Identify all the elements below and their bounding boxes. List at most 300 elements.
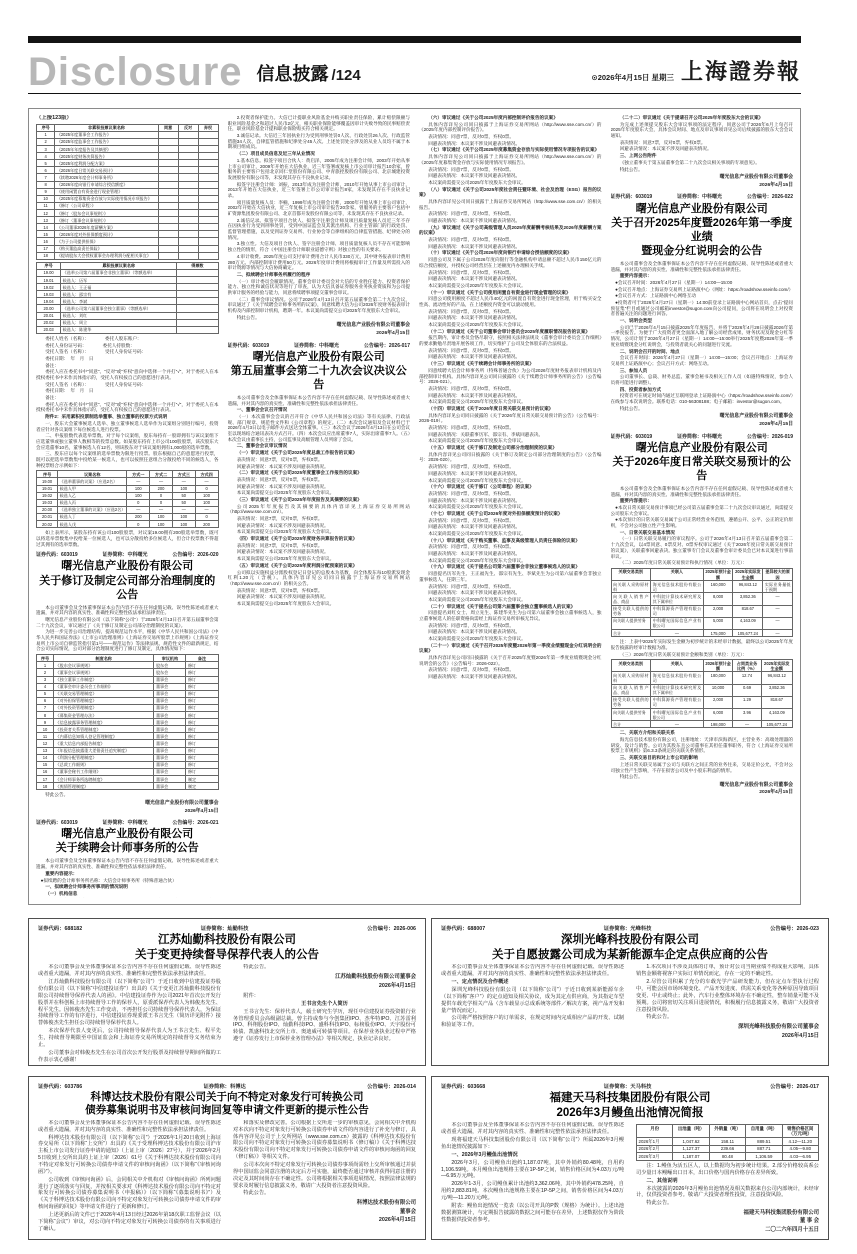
agm-note: 本议案尚需提交公司2025年年度股东大会审议。 <box>428 399 526 405</box>
vote-result: 表决情况：同意7票，反对0票，弃权0票。 <box>236 476 323 482</box>
table-row <box>37 277 219 284</box>
table-cell: 股东会 <box>154 662 186 669</box>
table-cell: 《年报信息披露重大差错责任追究制度》 <box>54 747 154 754</box>
table-header-row <box>637 1125 819 1138</box>
announcement-no: 公告编号：2026-020 <box>172 552 219 559</box>
table-cell <box>198 174 218 181</box>
table-cell: 96,843.12 <box>733 581 763 593</box>
body-paragraph: 4.审计收费。2025年度公司支付审计费用合计人民币330万元，其中财务报表审计费用280万元、内部控制审计费用50万元。2026年度审计费用将根据审计工作量及所需投入的审计资源等情况与大信协商确定。 <box>227 253 410 271</box>
table-cell: 200 <box>127 513 150 520</box>
table-cell: 中科曙光国际信息产业有限公司 <box>652 709 702 720</box>
body-paragraph: 现将福建天马科技集团股份有限公司（以下简称“公司”）所属2026年3月鳗鱼出池情况披露如下： <box>441 1137 624 1151</box>
table-row <box>37 252 219 259</box>
table-cell: 向关联人销售产品、商品 <box>613 685 649 696</box>
table-cell: 13 <box>37 217 55 224</box>
vote-result: 表决情况：同意7票，反对0票，弃权0票。 <box>428 347 514 353</box>
table-header-row <box>611 660 793 672</box>
body-paragraph: 委托日期： 年 月 日 <box>45 355 94 361</box>
table-cell: 19.03 <box>37 499 58 506</box>
body-paragraph: 会议召开时间：2026年4月27日（星期一）14:00—15:00；会议召开地点：上海证券交易所上证路演中心；会议召开方式：网络互动。 <box>610 355 793 366</box>
security-meta <box>611 434 794 440</box>
table-row <box>37 776 219 783</box>
section-heading: 重要内容提示： <box>619 273 652 279</box>
table-cell: 200 <box>150 485 173 492</box>
box-left-column <box>38 1120 221 1234</box>
resolution-title: （二）审议通过《关于公司2025年度董事会工作报告的议案》 <box>236 470 362 476</box>
vote-result: 表决情况：同意7票，反对0票，弃权0票。 <box>428 308 514 314</box>
agm-note: 本议案尚需提交公司2025年年度股东大会审议。 <box>428 504 526 510</box>
table-cell: 董事会 <box>154 754 186 761</box>
table-cell: 180,000 <box>703 672 733 684</box>
vote-result: 表决情况：同意7票，反对0票，弃权0票。 <box>236 516 323 522</box>
table-cell: 《舆情管理制度》 <box>54 783 154 790</box>
table-cell <box>178 202 198 209</box>
agm-note: 本议案尚需提交公司2025年年度股东大会审议。 <box>236 529 335 535</box>
section-heading: （一）机构信息 <box>45 890 78 896</box>
table-header-cell: 差异较大的原因 <box>763 568 793 580</box>
table-cell: 20.00 <box>37 305 61 312</box>
table-row <box>37 521 219 528</box>
resolution-title: （二十）审议通过《关于提名公司第六届董事会独立董事候选人的议案》 <box>428 603 576 609</box>
table-row <box>37 146 219 153</box>
table-cell: 《2026年度对外担保额度预计》 <box>55 231 158 238</box>
bullet-item: ●会议召开时间：2026年4月27日（星期一）14:00—15:00 <box>615 279 733 285</box>
table-header-cell: 审议机构 <box>154 655 186 662</box>
table-cell: 1,106.59 <box>746 1153 782 1161</box>
table-cell: 《关联交易管理制度》 <box>54 690 154 697</box>
table-cell: 候选人：陈建华 <box>61 326 177 333</box>
table-cell: 2,000 <box>703 696 733 708</box>
table-cell: 20.02 <box>37 319 61 326</box>
sign-off: 曙光信息产业股份有限公司董事会 2026年4月15日 <box>336 323 410 336</box>
announcement-no: 公告编号：2026-019 <box>746 433 793 440</box>
table-row <box>37 174 219 181</box>
sign-off: 江苏灿勤科技股份有限公司董事会 2026年4月15日 <box>335 974 416 989</box>
table-row <box>37 704 219 711</box>
table-cell: 《会计师事务所选聘制度》 <box>54 776 154 783</box>
table-cell: 董事会 <box>154 704 186 711</box>
table-cell: 10 <box>37 195 55 202</box>
table-cell: 《董事会秘书工作细则》 <box>54 768 154 775</box>
table-row <box>611 617 793 629</box>
table-cell <box>177 284 218 291</box>
table-row <box>37 160 219 167</box>
bullet-item: ●本次预计的日常关联交易属于公司正常经营业务范围，遵循公开、公平、公正的定价原则，不会对公司独立性产生影响。 <box>610 517 793 529</box>
body-paragraph: 备注： <box>45 395 59 401</box>
table-cell: 18 <box>37 252 55 259</box>
body-paragraph: 和落实及修改完善。公司根据上交所进一步的审核意见，会同相关中介机构对本次向不特定对象发行可转换公司债券申请文件的内容进行了补充与修订，具体内容详见公司于上交所网站（www.sse.com.cn）披露的《科博达技术股份有限公司向不特定对象发行可转换公司债券募集说明书（修订稿）》《关于科博达技术股份有限公司向不特定对象发行可转换公司债券申请文件的审核问询函的回复（修订稿）》等相关文件。 <box>233 1119 416 1161</box>
vote-avoid: 回避表决情况：本议案不涉及回避表决情况。 <box>428 218 521 223</box>
table-cell: 修订 <box>186 733 218 740</box>
table-cell <box>178 153 198 160</box>
body-paragraph: 特此公告。 <box>45 792 69 798</box>
table-cell: 100 <box>195 492 218 499</box>
table-cell: 3 <box>37 676 54 683</box>
table-row <box>37 238 219 245</box>
table-cell <box>177 319 218 326</box>
table-cell: 《股东会议事规则》 <box>54 662 154 669</box>
table-header-row <box>37 262 219 269</box>
table-cell: 2 <box>37 138 55 145</box>
body-paragraph: 本公司董事会及全体董事保证本公告内容不存在任何虚假记载、误导性陈述或者重大遗漏，并对其内容的真实性、准确性和完整性依法承担法律责任。 <box>36 604 219 616</box>
table-cell: 889.51 <box>746 1138 782 1146</box>
section-heading: 三、关联交易目的和对上市公司的影响 <box>619 755 698 761</box>
table-cell: 4.03—6.95 <box>782 1153 818 1161</box>
table-cell: 3,852.36 <box>733 593 763 605</box>
table-header-cell: 制度名称 <box>54 655 154 662</box>
table-cell <box>198 131 218 138</box>
body-paragraph: 王书言先生：保荐代表人，硕士研究生学历，现任中信建投证券投资银行业务管理委员会高级副总裁。曾主持或参与今创集团IPO、杰华特IPO、江苏雷利IPO、科翔股份IPO、灿勤科技IPO、盛科科技IPO、标榜股份IPO、天宇股份可转债、凯盛科技北交所上市、奥迪威可转债等项目。在保荐业务执业过程中严格遵守《证券发行上市保荐业务管理办法》等相关规定，执业记录良好。 <box>233 1008 416 1043</box>
table-cell: 接受关联人提供的劳务 <box>613 606 649 617</box>
table-cell <box>198 217 218 224</box>
masthead-rule <box>28 93 801 94</box>
data-table <box>611 568 794 637</box>
table-cell: 4 <box>37 683 54 690</box>
table-row <box>37 195 219 202</box>
table-cell: 50 <box>172 499 195 506</box>
section-heading: 三、上网公告附件 <box>619 153 657 159</box>
table-header-cell: 出池量（吨） <box>673 1125 709 1138</box>
table-cell: — <box>150 506 173 513</box>
body-paragraph: 本公司董事会及全体董事保证本公告内容不存在任何虚假记载、误导性陈述或者重大遗漏，并对其内容的真实性、准确性和完整性依法承担法律责任。 <box>38 1119 221 1133</box>
table-cell <box>158 138 178 145</box>
table-cell: 1,187.07 <box>673 1153 709 1161</box>
table-cell: 董事会 <box>154 783 186 790</box>
table-cell: 100 <box>127 492 150 499</box>
sign-off: 曙光信息产业股份有限公司董事会 2026年4月15日 <box>719 414 793 427</box>
security-abbr: 证券简称：科博达 <box>203 1084 246 1090</box>
body-paragraph: 《独立董事关于第五届董事会第二十九次会议相关事项的专项意见》。 <box>619 159 760 165</box>
table-cell: 修订 <box>186 754 218 761</box>
body-paragraph: 本公司董事会及全体董事保证本公告内容不存在任何虚假记载、误导性陈述或者重大遗漏，并对其内容的真实性、准确性和完整性依法承担法律责任。 <box>227 394 410 406</box>
table-cell: 818.67 <box>761 696 792 708</box>
table-cell: 候选人：邵宗有 <box>61 291 177 298</box>
data-table <box>36 124 219 260</box>
table-cell: 《2025年度董事会工作报告》 <box>55 131 158 138</box>
section-title: 信息披露 <box>256 64 329 84</box>
table-header-cell: 关联交易类别 <box>611 660 651 672</box>
table-cell: 175,000 <box>703 630 733 637</box>
announcement-no: 公告编号：2026-017 <box>363 342 410 349</box>
body-paragraph: 为完成上述须提交股东大会审议事项的法定程序，同意公司于2026年6月上旬召开2025年年度股东大会，具体会议时间、地点及审议事项详见公司后续披露的股东大会会议通知。 <box>610 121 793 139</box>
table-row <box>37 188 219 195</box>
body-paragraph: 二、申报股数代表选举票数。对于每个议案组，股东每持有一股即拥有与该议案组下应选董事或独立董事人数相等的投票总数。如某股东持有上市公司100股股票，该次股东大会应选董事10名，董事候选人有12名，则该股东对于该议案组拥有1,000股的选举票数。 <box>36 433 219 450</box>
table-cell: 12.74 <box>733 672 761 684</box>
table-cell: 《2026年度日常关联交易预计》 <box>55 167 158 174</box>
body-paragraph: （一）日常关联交易履行的审议程序。公司于2026年4月13日召开第五届董事会第二十九次会议，以4票同意、0票反对、0票弃权审议通过《关于2026年度日常关联交易预计的议案》，关联董事回避表决。独立董事专门会议及董事会审计委员会已对本议案进行事前审议。 <box>610 536 793 559</box>
body-paragraph: 委托人应在委托书中“同意”、“反对”或“弃权”意向中选择一个并打“√”，对于委托人在本授权委托书中未作具体指示的，受托人有权按自己的意愿进行表决。 <box>36 401 219 413</box>
table-cell: 19.01 <box>37 277 61 284</box>
table-header-cell: 关联交易类别 <box>611 568 651 580</box>
table-cell: 1.29 <box>733 696 761 708</box>
table-cell: 中科算源资产管理有限公司 <box>652 697 702 708</box>
security-meta <box>441 924 819 932</box>
security-meta <box>441 1082 819 1090</box>
table-cell <box>198 167 218 174</box>
table-row <box>37 269 219 276</box>
resolution-title: （十七）审议通过《关于公司2026年度对外担保额度预计的议案》 <box>428 510 563 516</box>
table-cell: 修订 <box>186 719 218 726</box>
body-paragraph: 本次保荐代表人变更后，公司持续督导保荐代表人为王书言先生、程平先生，持续督导期限至中国证监会和上海证券交易所规定的持续督导义务结束为止。 <box>38 1028 221 1048</box>
body-paragraph: （一）本次董事会会议的召开符合《中华人民共和国公司法》等有关法律、行政法规、部门规章、规范性文件和《公司章程》的规定。（二）本次会议通知及会议材料已于2026年4月3日以电子邮件方式送达全体董事。（三）本次会议于2026年4月13日在公司会议室以现场结合通讯表决方式召开。（四）本次会议应出席董事7人，实际出席董事7人。（五）本次会议由董事长主持，公司监事及高级管理人员列席了会议。 <box>227 414 410 442</box>
vote-avoid: 回避表决情况：本议案不涉及回避表决情况。 <box>619 146 712 152</box>
section-heading: 二、拟续聘会计师事务所履行的程序 <box>236 271 311 277</box>
vote-avoid: 回避表决情况：本议案不涉及回避表决情况。 <box>428 392 521 398</box>
table-cell <box>177 291 218 298</box>
vote-avoid: 回避表决情况：本议案不涉及回避表决情况。 <box>428 276 521 282</box>
table-cell: 4.05—9.80 <box>782 1145 818 1153</box>
body-paragraph: 上述日常关联交易属于公司与关联方之间正常的业务往来，交易定价公允，不会对公司独立性产生影响，不存在损害公司及中小股东利益的情形。 <box>610 761 793 773</box>
table-cell: 候选人甲 <box>58 485 127 492</box>
attachment-heading: 王书言先生个人简历 <box>301 1000 348 1007</box>
table-row <box>37 291 219 298</box>
table-header-cell: 序号 <box>37 471 58 478</box>
table-cell: 修订 <box>186 726 218 733</box>
vote-avoid: 回避表决情况：本议案不涉及回避表决情况。 <box>428 497 521 503</box>
table-cell: 《内幕信息知情人登记管理制度》 <box>54 733 154 740</box>
vote-avoid: 回避表决情况：本议案不涉及回避表决情况。 <box>428 629 521 635</box>
table-cell <box>178 181 198 188</box>
table-cell: 董事会 <box>154 712 186 719</box>
resolution-title: （五）审议通过《关于公司2025年度利润分配预案的议案》 <box>236 562 358 568</box>
body-paragraph: 特此公告。 <box>243 964 270 971</box>
table-cell: 10,000 <box>703 684 733 696</box>
body-paragraph: 报告期内，审计委员会恪尽职守，按照相关法律法规及《董事会审计委员会工作细则》的要求勤勉尽责地开展各项工作，切实维护了公司及全体股东的合法权益。 <box>419 335 602 347</box>
table-cell: 8,000 <box>703 593 733 605</box>
resolution-title: （十五）审议通过《关于修订及制定公司部分治理制度的议案》 <box>428 445 557 451</box>
security-meta <box>36 820 219 826</box>
body-paragraph: 同意公司使用额度不超过人民币40亿元的闲置自有资金进行现金管理，用于购买安全性高、流动性好的产品，在上述额度内资金可以滚动使用。 <box>419 296 602 307</box>
sign-off: 曙光信息产业股份有限公司董事会 2026年4月15日 <box>719 175 793 188</box>
security-abbr: 证券简称：中科曙光 <box>294 342 340 349</box>
vote-avoid: 回避表决情况：本议案不涉及回避表决情况。 <box>428 243 521 249</box>
table-cell <box>178 210 198 217</box>
section-heading: 一、2026年3月鳗鱼出池情况 <box>451 1151 518 1158</box>
table-cell: 接受关联人提供的劳务 <box>613 697 649 708</box>
table-cell: 19.03 <box>37 291 61 298</box>
body-paragraph: 1.基本信息。拟签字项目合伙人：黄启泽，2005年成为注册会计师，2003年开始从事上市公司审计，2009年开始在大信执业，近三年签署或复核上市公司审计报告10余家，曾服务的主要客户包括北京同仁堂股份有限公司、中青旅控股股份有限公司、北京城建投资发展股份有限公司等，未发现其存在不良执业记录。 <box>227 157 410 180</box>
table-cell <box>178 146 198 153</box>
table-cell <box>158 174 178 181</box>
table-cell: 制定 <box>186 783 218 790</box>
resolution-title: （十一）审议通过《关于公司使用闲置自有资金进行现金管理的议案》 <box>428 289 571 295</box>
box-body <box>441 1122 819 1237</box>
table-cell: 《修订〈股东会议事规则〉》 <box>55 210 158 217</box>
table-cell <box>198 153 218 160</box>
box-right-column <box>636 964 819 1043</box>
security-code: 证券代码：603019 <box>227 342 270 349</box>
table-cell: 中科曙光国际信息产业有限公司 <box>652 618 702 629</box>
body-paragraph: 拟签字注册会计师：刘振，2013年成为注册会计师，2010年开始从事上市公司审计，2013年开始在大信执业，近三年签署上市公司审计报告8家，未发现其存在不良执业记录。 <box>227 181 410 198</box>
table-header-cell: 反对 <box>178 124 198 131</box>
announcement-no: 公告编号：2026-023 <box>770 926 819 932</box>
body-paragraph: 公司将严格按照客户的订单需求，在规定时间内完成相应产品的开发、试制和验证等工作。 <box>441 1015 624 1029</box>
table-cell: 20.01 <box>37 513 58 520</box>
table-row <box>37 478 219 485</box>
table-cell: 董事会 <box>154 683 186 690</box>
page-number: /124 <box>331 67 361 84</box>
security-code: 证券代码：688182 <box>38 926 83 932</box>
table-cell: 向关联人采购原材料 <box>613 672 649 684</box>
table-cell: 4,163.09 <box>761 709 792 721</box>
table-row <box>37 217 219 224</box>
table-header-cell: 同意 <box>158 124 178 131</box>
table-cell: 2026年2月 <box>637 1145 673 1153</box>
security-abbr: 证券简称：天马科技 <box>603 1084 652 1090</box>
announcement-headline: 深圳光峰科技股份有限公司 关于自愿披露公司成为某新能源车企定点供应商的公告 <box>492 934 768 961</box>
table-header-cell: 2025年实际发生金额 <box>733 568 763 580</box>
body-paragraph: 如上表所示，某股东持有该公司100股股票，对议案19.00拥有200股选举票数，既可以将选举票数集中投给某一位候选人，也可以分散投给多位候选人，但合计投票数不得超过其拥有的选举票数。 <box>36 530 219 547</box>
table-cell: 0 <box>150 492 173 499</box>
vote-avoid: 回避表决情况：本议案不涉及回避表决情况。 <box>428 140 521 146</box>
table-cell <box>158 238 178 245</box>
table-cell: 董事会 <box>154 676 186 683</box>
table-cell: 5 <box>37 690 54 697</box>
table-cell: 向关联人提供劳务 <box>611 709 651 721</box>
table-cell <box>178 217 198 224</box>
table-row <box>37 513 219 520</box>
table-cell: 《利润分配管理制度》 <box>54 754 154 761</box>
section-heading: 三、参加人员 <box>619 367 648 373</box>
table-cell: 候选人：周立 <box>61 319 177 326</box>
vote-result: 表决情况：同意7票，反对0票，弃权0票。 <box>236 587 323 593</box>
table-row <box>37 153 219 160</box>
sign-off: 科博达技术股份有限公司 董事会 2026年4月15日 <box>356 1200 416 1224</box>
table-header-row <box>37 124 219 131</box>
announcement-headline: 曙光信息产业股份有限公司 关于2026年度日常关联交易预计的公告 <box>612 441 791 482</box>
news-column-4 <box>611 115 794 898</box>
agm-note: 本议案尚需提交公司2025年年度股东大会审议。 <box>428 179 526 185</box>
vote-result: 表决情况：同意7票，反对0票，弃权0票。 <box>236 542 323 548</box>
security-abbr: 证券简称：中科曙光 <box>677 194 723 201</box>
sign-off: 深圳光峰科技股份有限公司董事会 2026年4月15日 <box>738 1024 819 1039</box>
table-cell <box>177 298 218 305</box>
table-row <box>37 298 219 305</box>
table-cell: 《续聘2026年度会计师事务所》 <box>55 174 158 181</box>
table-cell: 6,000 <box>703 709 733 721</box>
section-heading: 四、投资者参加方式 <box>619 386 662 392</box>
section-heading: 一、日常关联交易基本情况 <box>619 529 675 535</box>
table-cell <box>158 231 178 238</box>
table-cell: 候选人戊 <box>58 521 127 528</box>
table-header-cell: 非累积投票议案名称 <box>55 124 158 131</box>
table-row <box>611 684 793 696</box>
body-paragraph: 备注： <box>45 362 59 368</box>
vote-avoid: 回避表决情况：本议案不涉及回避表决情况。 <box>428 470 521 476</box>
table-cell: 15 <box>37 761 54 768</box>
table-cell: 《选举公司第六届董事会非独立董事》（等额选举） <box>61 269 177 276</box>
table-header-row <box>37 655 219 662</box>
table-cell: 17 <box>37 245 55 252</box>
table-row <box>37 761 219 768</box>
table-cell: 0 <box>127 521 150 528</box>
table-cell: 《独立董事工作制度》 <box>54 676 154 683</box>
table-row <box>37 754 219 761</box>
table-cell: 《提请股东大会授权董事会办理利润分配相关事宜》 <box>55 252 158 259</box>
table-cell: 2,000 <box>703 605 733 617</box>
table-cell: 96,843.12 <box>761 672 792 684</box>
table-cell: 《2025年度财务决算报告》 <box>55 153 158 160</box>
table-cell <box>177 305 218 312</box>
table-header-cell: 2025年预计金额 <box>703 568 733 580</box>
announcement-no: 公告编号：2026-021 <box>172 820 219 827</box>
table-header-cell: 月份 <box>637 1125 673 1138</box>
body-paragraph: 具体内容详见公司同日披露于上海证券交易所网站（http://www.sse.com.cn/）的《2025年度募集资金存放与实际使用情况专项报告》。 <box>419 154 602 165</box>
body-paragraph: 特此公告。 <box>619 774 643 780</box>
section-title-wrap <box>257 60 361 89</box>
table-cell: 《总裁工作细则》 <box>54 761 154 768</box>
table-cell: 100 <box>172 513 195 520</box>
vote-avoid: 回避表决情况：本议案不涉及回避表决情况。 <box>236 549 329 555</box>
vote-result: 表决情况：同意7票，反对0票，弃权0票。 <box>428 166 514 172</box>
table-cell: — <box>127 506 150 513</box>
table-cell <box>178 160 198 167</box>
box-right-column <box>636 1122 819 1237</box>
body-paragraph: 同意提名历军先生、王正福先生、邵宗有先生、李斌先生为公司第六届董事会非独立董事候选人，任期三年。 <box>419 571 602 582</box>
table-cell: 19.04 <box>37 298 61 305</box>
resolution-title: （九）审议通过《关于公司高级管理人员2025年度薪酬考核结果及2026年度薪酬方案的议案》 <box>419 224 602 236</box>
table-row <box>37 747 219 754</box>
table-cell: 158.11 <box>709 1138 745 1146</box>
table-cell: 修订 <box>186 683 218 690</box>
table-cell: 887.71 <box>746 1145 782 1153</box>
bullet-item: ●会议召开方式：上证路演中心网络互动 <box>615 293 696 299</box>
bullet-item: ●本次日常关联交易预计事项已经公司第五届董事会第二十九次会议审议通过，尚需提交公司股东大会审议。 <box>610 505 793 516</box>
section-heading: 二、其他说明 <box>646 1177 678 1184</box>
table-row <box>37 783 219 790</box>
table-header-cell: 方式三 <box>172 471 195 478</box>
table-header-cell: 议案名称 <box>58 471 127 478</box>
table-row <box>37 733 219 740</box>
table-cell: 董事会 <box>154 726 186 733</box>
table-cell: 候选人乙 <box>58 492 127 499</box>
section-heading: 二、董事会会议审议情况 <box>236 443 288 449</box>
body-paragraph: 公司收到《审核问询函》后，会同相关中介机构对《审核问询函》所列问题进行了逐项落实与回复，并按相关要求对《科博达技术股份有限公司向不特定对象发行可转换公司债券募集说明书（申报稿）》（以下简称“《募集说明书》”）及《关于科博达技术股份有限公司向不特定对象发行可转换公司债券申请文件的审核问询函的回复》等申请文件进行了更新和修订。 <box>38 1176 221 1211</box>
table-header-cell: 累积投票议案名称 <box>61 262 177 269</box>
body-paragraph: （一）审计委员会履职情况。董事会审计委员会对大信的专业胜任能力、投资者保护能力、独立性和诚信状况等进行了审查，认为大信具备证券服务业务执业资质和为公司提供审计服务的经验与能力，同意将续聘事项提交董事会审议。 <box>227 278 410 295</box>
body-paragraph: 注：1.鳗鱼为活五区人，以上数据均为初步统计结果。2.部分价格较高系公司少量日本鳗鲡出口日本，出口价格与国内价格存在差异所致。 <box>636 1162 819 1176</box>
table-cell: 239.66 <box>709 1145 745 1153</box>
table-cell: 董事会 <box>154 733 186 740</box>
announcement-headline: 曙光信息产业股份有限公司 关于修订及制定公司部分治理制度的公告 <box>39 560 216 601</box>
table-cell: 《修订〈董事会议事规则〉》 <box>55 217 158 224</box>
table-row <box>37 669 219 676</box>
table-cell: 《使用闲置自有资金进行现金管理》 <box>55 188 158 195</box>
box-left-column <box>441 1122 624 1237</box>
resolution-title: （十六）审议通过《关于修订〈公司章程〉的议案》 <box>428 484 534 490</box>
body-paragraph: 公司董事会对韩俊杰先生在公司首次公开发行股票及持续督导期间所做的工作表示衷心感谢！ <box>38 1049 221 1063</box>
table-cell: — <box>651 721 704 728</box>
security-code: 证券代码：603019 <box>36 552 78 559</box>
table-cell <box>177 312 218 319</box>
table-row <box>37 719 219 726</box>
table-cell: 中科算源资产管理有限公司 <box>652 606 702 617</box>
table-cell: 16 <box>37 768 54 775</box>
table-header-cell: 方式二 <box>150 471 173 478</box>
table-cell: 修订 <box>186 669 218 676</box>
table-cell: 14 <box>37 754 54 761</box>
table-row <box>37 181 219 188</box>
table-cell: 《购买董监高责任保险》 <box>55 245 158 252</box>
table-cell: — <box>195 478 218 485</box>
table-row <box>37 506 219 513</box>
body-paragraph: 3.诚信记录。大信近三年因执业行为受到刑事处罚0人次、行政处罚26人次、行政监管措施34人次、自律监管措施和纪律处分45人次。上述处罚处分涉及的从业人员均不属于本期项目组成员。 <box>227 133 410 150</box>
table-cell: 修订 <box>186 761 218 768</box>
news-column-3 <box>419 115 602 898</box>
table-cell: 0 <box>150 499 173 506</box>
table-cell: 修订 <box>186 704 218 711</box>
table-cell <box>198 238 218 245</box>
